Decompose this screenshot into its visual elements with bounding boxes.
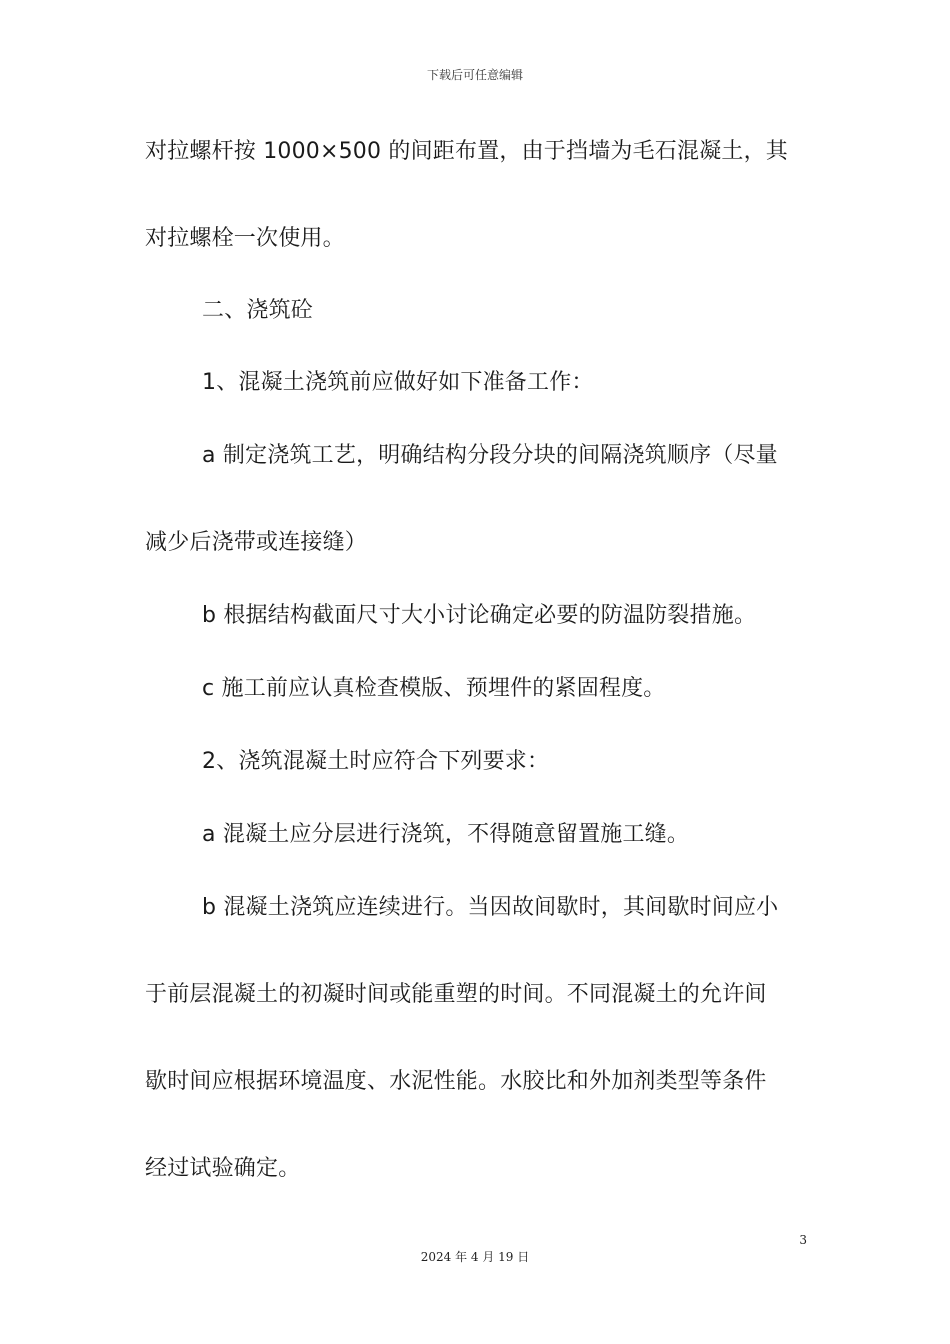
paragraph-line: 经过试验确定。	[145, 1156, 301, 1181]
paragraph-line: a 制定浇筑工艺，明确结构分段分块的间隔浇筑顺序（尽量	[202, 443, 778, 468]
paragraph-line: 1、混凝土浇筑前应做好如下准备工作：	[202, 370, 594, 395]
paragraph-line: 2、浇筑混凝土时应符合下列要求：	[202, 749, 550, 774]
paragraph-line: b 混凝土浇筑应连续进行。当因故间歇时，其间歇时间应小	[202, 895, 779, 920]
paragraph-line: b 根据结构截面尺寸大小讨论确定必要的防温防裂措施。	[202, 603, 757, 628]
page-header: 下载后可任意编辑	[426, 68, 523, 82]
page-footer-date: 2024 年 4 月 19 日	[420, 1250, 530, 1264]
paragraph-line: 歇时间应根据环境温度、水泥性能。水胶比和外加剂类型等条件	[145, 1069, 767, 1094]
paragraph-line: 减少后浇带或连接缝）	[145, 530, 368, 555]
paragraph-line: c 施工前应认真检查模版、预埋件的紧固程度。	[202, 676, 666, 701]
paragraph-line: 于前层混凝土的初凝时间或能重塑的时间。不同混凝土的允许间	[145, 982, 767, 1007]
paragraph-line: 对拉螺栓一次使用。	[145, 226, 345, 251]
page-number: 3	[799, 1233, 807, 1247]
paragraph-line: 对拉螺杆按 1000×500 的间距布置，由于挡墙为毛石混凝土，其	[145, 139, 789, 164]
section-heading: 二、浇筑砼	[202, 298, 314, 323]
paragraph-line: a 混凝土应分层进行浇筑，不得随意留置施工缝。	[202, 822, 690, 847]
